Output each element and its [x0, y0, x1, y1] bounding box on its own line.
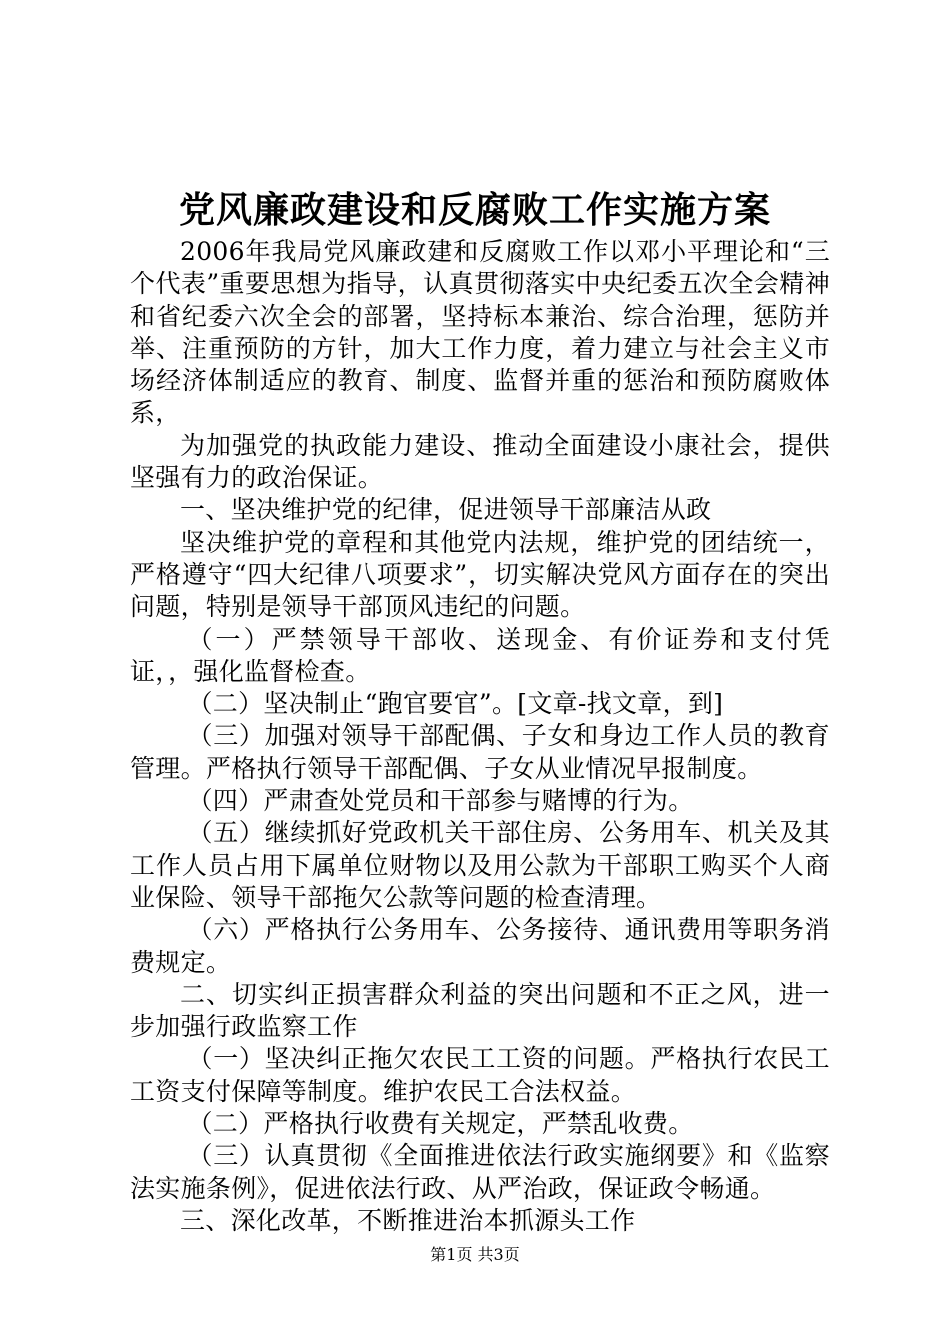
paragraph: 坚决维护党的章程和其他党内法规，维护党的团结统一，严格遵守“四大纪律八项要求”，切实解决党风方面存在的突出问题，特别是领导干部顶风违纪的问题。	[130, 527, 830, 622]
list-item: （五）继续抓好党政机关干部住房、公务用车、机关及其工作人员占用下属单位财物以及用公款为干部职工购买个人商业保险、领导干部拖欠公款等问题的检查清理。	[130, 818, 830, 912]
paragraph: 为加强党的执政能力建设、推动全面建设小康社会，提供坚强有力的政治保证。	[130, 430, 830, 493]
section-heading: 二、切实纠正损害群众利益的突出问题和不正之风，进一步加强行政监察工作	[130, 979, 830, 1042]
document-title: 党风廉政建设和反腐败工作实施方案	[178, 189, 771, 231]
list-item: （一）坚决纠正拖欠农民工工资的问题。严格执行农民工工资支付保障等制度。维护农民工合法权益。	[130, 1044, 830, 1106]
section-heading: 三、深化改革，不断推进治本抓源头工作	[180, 1205, 636, 1235]
section-heading: 一、坚决维护党的纪律，促进领导干部廉洁从政	[180, 495, 712, 525]
page-footer: 第1页 共3页	[430, 1245, 520, 1264]
list-item: （六）严格执行公务用车、公务接待、通讯费用等职务消费规定。	[130, 915, 830, 977]
document-body	[130, 236, 830, 1237]
list-item: （三）加强对领导干部配偶、子女和身边工作人员的教育管理。严格执行领导干部配偶、子女从业情况早报制度。	[130, 721, 830, 783]
list-item: （三）认真贯彻《全面推进依法行政实施纲要》和《监察法实施条例》，促进依法行政、从严治政，保证政令畅通。	[130, 1141, 830, 1203]
paragraph: 2006年我局党风廉政建和反腐败工作以邓小平理论和“三个代表”重要思想为指导，认真贯彻落实中央纪委五次全会精神和省纪委六次全会的部署，坚持标本兼治、综合治理，惩防并举、注重预防的方针，加大工作力度，着力建立与社会主义市场经济体制适应的教育、制度、监督并重的惩治和预防腐败体系，	[130, 237, 830, 428]
list-item: （一）严禁领导干部收、送现金、有价证券和支付凭证，，强化监督检查。	[130, 624, 830, 686]
list-item: （二）坚决制止“跑官要官”。[文章-找文章，到]	[187, 689, 724, 719]
list-item: （二）严格执行收费有关规定，严禁乱收费。	[187, 1109, 694, 1139]
list-item: （四）严肃查处党员和干部参与赌博的行为。	[187, 786, 694, 816]
